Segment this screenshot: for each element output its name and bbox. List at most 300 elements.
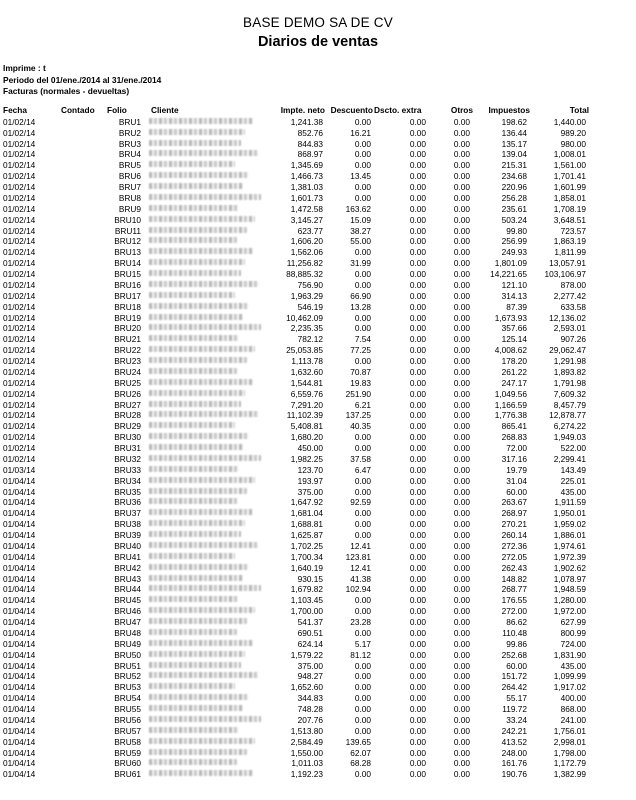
cell-total: 2,593.01: [553, 323, 586, 334]
cell-importe-neto: 1,011.03: [291, 758, 323, 769]
cell-folio: BRU7: [118, 182, 141, 193]
cell-impuestos: 270.21: [501, 519, 527, 530]
cell-otros: 0.00: [453, 388, 470, 399]
cell-dscto-extra: 0.00: [409, 203, 426, 214]
cell-impuestos: 264.42: [501, 682, 527, 693]
cell-importe-neto: 1,700.00: [290, 606, 323, 617]
cell-dscto-extra: 0.00: [409, 769, 426, 780]
cell-dscto-extra: 0.00: [409, 312, 426, 323]
cell-cliente: [143, 128, 265, 139]
cell-otros: 0.00: [453, 171, 470, 182]
cell-descuento: 6.47: [354, 464, 371, 475]
cell-impuestos: 260.14: [501, 530, 527, 541]
table-row: [3, 334, 636, 345]
cell-cliente: [143, 160, 265, 171]
redacted-client-name: [149, 672, 259, 678]
redacted-client-name: [149, 542, 259, 548]
cell-descuento: 123.81: [345, 551, 371, 562]
cell-cliente: [143, 748, 265, 759]
cell-otros: 0.00: [453, 290, 470, 301]
cell-folio: BRU15: [114, 269, 141, 280]
cell-fecha: 01/04/14: [3, 649, 36, 660]
cell-cliente: [143, 171, 265, 182]
redacted-client-name: [149, 248, 253, 254]
column-header-cliente: Cliente: [151, 104, 179, 115]
cell-total: 1,756.01: [553, 725, 586, 736]
cell-descuento: 0.00: [354, 714, 371, 725]
redacted-client-name: [149, 433, 249, 439]
cell-otros: 0.00: [453, 475, 470, 486]
cell-fecha: 01/03/14: [3, 464, 36, 475]
cell-total: 7,609.32: [553, 388, 586, 399]
column-header-folio: Folio: [107, 104, 127, 115]
cell-impuestos: 268.77: [501, 584, 527, 595]
cell-impuestos: 268.83: [501, 432, 527, 443]
cell-otros: 0.00: [453, 453, 470, 464]
table-row: [3, 323, 636, 334]
report-header: [0, 0, 636, 52]
cell-total: 1,099.99: [553, 671, 586, 682]
redacted-client-name: [149, 118, 253, 124]
table-row: [3, 748, 636, 759]
cell-descuento: 13.45: [350, 171, 371, 182]
cell-impuestos: 19.79: [506, 464, 527, 475]
cell-fecha: 01/02/14: [3, 269, 36, 280]
cell-total: 103,106.97: [544, 269, 586, 280]
cell-total: 723.57: [560, 225, 586, 236]
cell-impuestos: 235.61: [501, 203, 527, 214]
cell-folio: BRU58: [114, 736, 141, 747]
cell-total: 1,811.99: [554, 247, 586, 258]
cell-otros: 0.00: [453, 421, 470, 432]
cell-dscto-extra: 0.00: [409, 617, 426, 628]
table-row: [3, 715, 636, 726]
cell-impuestos: 178.20: [501, 356, 527, 367]
meta-facturas: Facturas (normales - devueltas): [3, 86, 130, 97]
cell-impuestos: 86.62: [506, 617, 527, 628]
cell-dscto-extra: 0.00: [409, 573, 426, 584]
cell-cliente: [143, 334, 265, 345]
cell-fecha: 01/04/14: [3, 627, 36, 638]
cell-dscto-extra: 0.00: [409, 160, 426, 171]
cell-dscto-extra: 0.00: [409, 725, 426, 736]
cell-cliente: [143, 215, 265, 226]
cell-importe-neto: 1,345.69: [290, 160, 323, 171]
cell-cliente: [143, 313, 265, 324]
cell-importe-neto: 844.83: [297, 138, 323, 149]
cell-otros: 0.00: [453, 366, 470, 377]
cell-folio: BRU8: [118, 192, 141, 203]
cell-otros: 0.00: [453, 443, 470, 454]
cell-fecha: 01/02/14: [3, 116, 36, 127]
table-row: [3, 204, 636, 215]
cell-fecha: 01/02/14: [3, 410, 36, 421]
cell-folio: BRU38: [114, 519, 141, 530]
cell-impuestos: 272.36: [501, 540, 527, 551]
cell-importe-neto: 756.90: [297, 279, 323, 290]
cell-descuento: 0.00: [354, 269, 371, 280]
redacted-client-name: [149, 727, 239, 733]
cell-cliente: [143, 258, 265, 269]
cell-cliente: [143, 389, 265, 400]
cell-otros: 0.00: [453, 736, 470, 747]
table-row: [3, 226, 636, 237]
cell-fecha: 01/02/14: [3, 399, 36, 410]
cell-folio: BRU17: [114, 290, 141, 301]
cell-impuestos: 220.96: [501, 182, 527, 193]
cell-impuestos: 148.82: [501, 573, 527, 584]
cell-dscto-extra: 0.00: [409, 497, 426, 508]
cell-dscto-extra: 0.00: [409, 508, 426, 519]
cell-importe-neto: 1,466.73: [290, 171, 323, 182]
cell-descuento: 38.27: [350, 225, 371, 236]
cell-fecha: 01/04/14: [3, 573, 36, 584]
cell-total: 29,062.47: [549, 345, 586, 356]
cell-dscto-extra: 0.00: [409, 225, 426, 236]
cell-importe-neto: 6,559.76: [290, 388, 323, 399]
cell-impuestos: 31.04: [506, 475, 527, 486]
cell-dscto-extra: 0.00: [409, 345, 426, 356]
cell-descuento: 0.00: [354, 356, 371, 367]
cell-fecha: 01/02/14: [3, 312, 36, 323]
cell-folio: BRU45: [114, 595, 141, 606]
cell-otros: 0.00: [453, 356, 470, 367]
cell-importe-neto: 541.37: [297, 617, 323, 628]
cell-total: 1,701.41: [553, 171, 586, 182]
cell-fecha: 01/04/14: [3, 584, 36, 595]
cell-descuento: 137.25: [345, 410, 371, 421]
cell-total: 989.20: [560, 127, 586, 138]
cell-cliente: [143, 508, 265, 519]
cell-fecha: 01/04/14: [3, 606, 36, 617]
cell-folio: BRU21: [114, 334, 141, 345]
cell-total: 13,057.91: [549, 258, 586, 269]
cell-impuestos: 272.00: [501, 606, 527, 617]
cell-descuento: 0.00: [354, 160, 371, 171]
table-row: [3, 704, 636, 715]
table-row: [3, 639, 636, 650]
redacted-client-name: [149, 498, 237, 504]
cell-importe-neto: 207.76: [297, 714, 323, 725]
cell-fecha: 01/02/14: [3, 236, 36, 247]
cell-importe-neto: 25,053.85: [286, 345, 323, 356]
table-row: [3, 476, 636, 487]
redacted-client-name: [149, 422, 235, 428]
cell-impuestos: 1,049.56: [494, 388, 527, 399]
cell-descuento: 66.90: [350, 290, 371, 301]
cell-fecha: 01/02/14: [3, 323, 36, 334]
cell-fecha: 01/02/14: [3, 421, 36, 432]
table-row: [3, 117, 636, 128]
cell-dscto-extra: 0.00: [409, 192, 426, 203]
redacted-client-name: [149, 596, 239, 602]
cell-importe-neto: 690.51: [297, 627, 323, 638]
cell-importe-neto: 1,625.87: [290, 530, 323, 541]
cell-impuestos: 503.24: [501, 214, 527, 225]
cell-descuento: 139.65: [345, 736, 371, 747]
cell-otros: 0.00: [453, 160, 470, 171]
cell-fecha: 01/02/14: [3, 160, 36, 171]
redacted-client-name: [149, 129, 245, 135]
cell-dscto-extra: 0.00: [409, 399, 426, 410]
cell-dscto-extra: 0.00: [409, 649, 426, 660]
cell-cliente: [143, 519, 265, 530]
cell-cliente: [143, 204, 265, 215]
redacted-client-name: [149, 575, 243, 581]
cell-dscto-extra: 0.00: [409, 269, 426, 280]
cell-descuento: 16.21: [350, 127, 371, 138]
redacted-client-name: [149, 357, 247, 363]
cell-folio: BRU9: [118, 203, 141, 214]
cell-cliente: [143, 410, 265, 421]
cell-folio: BRU41: [114, 551, 141, 562]
redacted-client-name: [149, 140, 241, 146]
cell-otros: 0.00: [453, 214, 470, 225]
cell-folio: BRU43: [114, 573, 141, 584]
meta-imprime: Imprime : t: [3, 63, 46, 73]
table-row: [3, 193, 636, 204]
cell-total: 1,974.61: [553, 540, 586, 551]
cell-cliente: [143, 117, 265, 128]
cell-fecha: 01/02/14: [3, 225, 36, 236]
cell-otros: 0.00: [453, 595, 470, 606]
table-row: [3, 650, 636, 661]
cell-total: 435.00: [560, 660, 586, 671]
cell-otros: 0.00: [453, 236, 470, 247]
cell-importe-neto: 1,544.81: [290, 377, 323, 388]
redacted-client-name: [149, 161, 235, 167]
cell-total: 1,863.19: [553, 236, 586, 247]
table-row: [3, 682, 636, 693]
cell-cliente: [143, 639, 265, 650]
cell-cliente: [143, 552, 265, 563]
cell-fecha: 01/04/14: [3, 617, 36, 628]
redacted-client-name: [149, 270, 241, 276]
cell-otros: 0.00: [453, 769, 470, 780]
cell-cliente: [143, 302, 265, 313]
cell-total: 1,858.01: [553, 192, 586, 203]
cell-total: 1,791.98: [553, 377, 586, 388]
cell-otros: 0.00: [453, 127, 470, 138]
cell-importe-neto: 344.83: [297, 693, 323, 704]
cell-fecha: 01/02/14: [3, 432, 36, 443]
cell-dscto-extra: 0.00: [409, 519, 426, 530]
cell-importe-neto: 930.15: [297, 573, 323, 584]
cell-impuestos: 151.72: [501, 671, 527, 682]
cell-cliente: [143, 530, 265, 541]
cell-folio: BRU50: [114, 649, 141, 660]
table-row: [3, 269, 636, 280]
cell-dscto-extra: 0.00: [409, 627, 426, 638]
redacted-client-name: [149, 683, 235, 689]
cell-cliente: [143, 574, 265, 585]
cell-folio: BRU56: [114, 714, 141, 725]
cell-total: 435.00: [560, 486, 586, 497]
cell-otros: 0.00: [453, 410, 470, 421]
cell-total: 400.00: [560, 693, 586, 704]
cell-total: 1,291.98: [553, 356, 586, 367]
cell-importe-neto: 624.14: [297, 638, 323, 649]
cell-total: 1,172.79: [553, 758, 586, 769]
cell-dscto-extra: 0.00: [409, 366, 426, 377]
cell-impuestos: 176.55: [501, 595, 527, 606]
cell-fecha: 01/04/14: [3, 693, 36, 704]
cell-descuento: 7.54: [354, 334, 371, 345]
cell-importe-neto: 1,550.00: [290, 747, 323, 758]
cell-impuestos: 314.13: [501, 290, 527, 301]
redacted-client-name: [149, 488, 247, 494]
redacted-client-name: [149, 237, 237, 243]
cell-folio: BRU5: [118, 160, 141, 171]
cell-folio: BRU57: [114, 725, 141, 736]
cell-cliente: [143, 421, 265, 432]
table-row: [3, 628, 636, 639]
cell-descuento: 0.00: [354, 443, 371, 454]
table-row: [3, 356, 636, 367]
cell-cliente: [143, 487, 265, 498]
cell-impuestos: 357.66: [501, 323, 527, 334]
table-row: [3, 139, 636, 150]
cell-importe-neto: 623.77: [297, 225, 323, 236]
redacted-client-name: [149, 520, 245, 526]
cell-fecha: 01/02/14: [3, 366, 36, 377]
cell-impuestos: 1,166.59: [494, 399, 527, 410]
cell-total: 868.00: [560, 704, 586, 715]
redacted-client-name: [149, 651, 245, 657]
cell-impuestos: 242.21: [501, 725, 527, 736]
cell-dscto-extra: 0.00: [409, 421, 426, 432]
cell-cliente: [143, 378, 265, 389]
cell-total: 12,136.02: [549, 312, 586, 323]
cell-importe-neto: 1,562.06: [290, 247, 323, 258]
cell-dscto-extra: 0.00: [409, 595, 426, 606]
cell-importe-neto: 1,681.04: [290, 508, 323, 519]
cell-fecha: 01/04/14: [3, 769, 36, 780]
cell-folio: BRU20: [114, 323, 141, 334]
cell-dscto-extra: 0.00: [409, 290, 426, 301]
cell-importe-neto: 7,291.20: [290, 399, 323, 410]
redacted-client-name: [149, 314, 243, 320]
cell-impuestos: 1,673.93: [494, 312, 527, 323]
redacted-client-name: [149, 379, 253, 385]
cell-folio: BRU61: [114, 769, 141, 780]
cell-fecha: 01/04/14: [3, 671, 36, 682]
table-row: [3, 128, 636, 139]
table-header-row: [3, 105, 636, 117]
cell-total: 1,911.59: [554, 497, 586, 508]
cell-otros: 0.00: [453, 312, 470, 323]
cell-folio: BRU10: [114, 214, 141, 225]
cell-impuestos: 55.17: [506, 693, 527, 704]
cell-folio: BRU18: [114, 301, 141, 312]
cell-dscto-extra: 0.00: [409, 464, 426, 475]
redacted-client-name: [149, 531, 241, 537]
cell-folio: BRU49: [114, 638, 141, 649]
cell-cliente: [143, 465, 265, 476]
table-row: [3, 171, 636, 182]
cell-folio: BRU1: [118, 116, 141, 127]
cell-cliente: [143, 497, 265, 508]
cell-folio: BRU19: [114, 312, 141, 323]
cell-folio: BRU16: [114, 279, 141, 290]
cell-cliente: [143, 682, 265, 693]
cell-importe-neto: 1,679.82: [290, 584, 323, 595]
cell-importe-neto: 5,408.81: [290, 421, 323, 432]
cell-importe-neto: 1,606.20: [290, 236, 323, 247]
cell-importe-neto: 1,963.29: [290, 290, 323, 301]
cell-fecha: 01/04/14: [3, 530, 36, 541]
cell-importe-neto: 546.19: [297, 301, 323, 312]
cell-impuestos: 413.52: [501, 736, 527, 747]
cell-impuestos: 72.00: [506, 443, 527, 454]
cell-total: 1,280.00: [553, 595, 586, 606]
cell-impuestos: 234.68: [501, 171, 527, 182]
cell-dscto-extra: 0.00: [409, 171, 426, 182]
cell-descuento: 77.25: [350, 345, 371, 356]
cell-folio: BRU51: [114, 660, 141, 671]
cell-dscto-extra: 0.00: [409, 540, 426, 551]
cell-total: 1,959.02: [553, 519, 586, 530]
cell-fecha: 01/02/14: [3, 377, 36, 388]
redacted-client-name: [149, 585, 261, 591]
cell-importe-neto: 11,102.39: [286, 410, 323, 421]
cell-importe-neto: 88,885.32: [286, 269, 323, 280]
cell-dscto-extra: 0.00: [409, 334, 426, 345]
cell-descuento: 0.00: [354, 247, 371, 258]
cell-descuento: 31.99: [350, 258, 371, 269]
cell-impuestos: 261.22: [501, 366, 527, 377]
cell-folio: BRU30: [114, 432, 141, 443]
cell-cliente: [143, 693, 265, 704]
cell-total: 1,948.59: [553, 584, 586, 595]
cell-impuestos: 865.41: [501, 421, 527, 432]
report-meta: [0, 63, 636, 98]
cell-impuestos: 33.24: [506, 714, 527, 725]
cell-impuestos: 119.72: [502, 704, 527, 715]
cell-cliente: [143, 139, 265, 150]
cell-descuento: 0.00: [354, 475, 371, 486]
cell-fecha: 01/04/14: [3, 551, 36, 562]
cell-folio: BRU35: [114, 486, 141, 497]
meta-periodo: Periodo del 01/ene./2014 al 31/ene./2014: [3, 74, 162, 85]
redacted-client-name: [149, 662, 241, 668]
cell-folio: BRU40: [114, 540, 141, 551]
cell-importe-neto: 1,241.38: [290, 116, 323, 127]
cell-cliente: [143, 769, 265, 780]
redacted-client-name: [149, 705, 243, 711]
cell-impuestos: 247.17: [501, 377, 527, 388]
cell-cliente: [143, 671, 265, 682]
cell-folio: BRU23: [114, 356, 141, 367]
cell-descuento: 163.62: [345, 203, 371, 214]
cell-fecha: 01/02/14: [3, 279, 36, 290]
cell-total: 1,886.01: [553, 530, 586, 541]
table-row: [3, 215, 636, 226]
cell-total: 724.00: [560, 638, 586, 649]
cell-total: 6,274.22: [553, 421, 586, 432]
cell-cliente: [143, 345, 265, 356]
cell-otros: 0.00: [453, 182, 470, 193]
cell-otros: 0.00: [453, 758, 470, 769]
cell-impuestos: 136.44: [501, 127, 527, 138]
cell-dscto-extra: 0.00: [409, 432, 426, 443]
cell-cliente: [143, 400, 265, 411]
cell-dscto-extra: 0.00: [409, 453, 426, 464]
redacted-client-name: [149, 694, 249, 700]
cell-cliente: [143, 356, 265, 367]
cell-folio: BRU55: [114, 704, 141, 715]
cell-folio: BRU54: [114, 693, 141, 704]
